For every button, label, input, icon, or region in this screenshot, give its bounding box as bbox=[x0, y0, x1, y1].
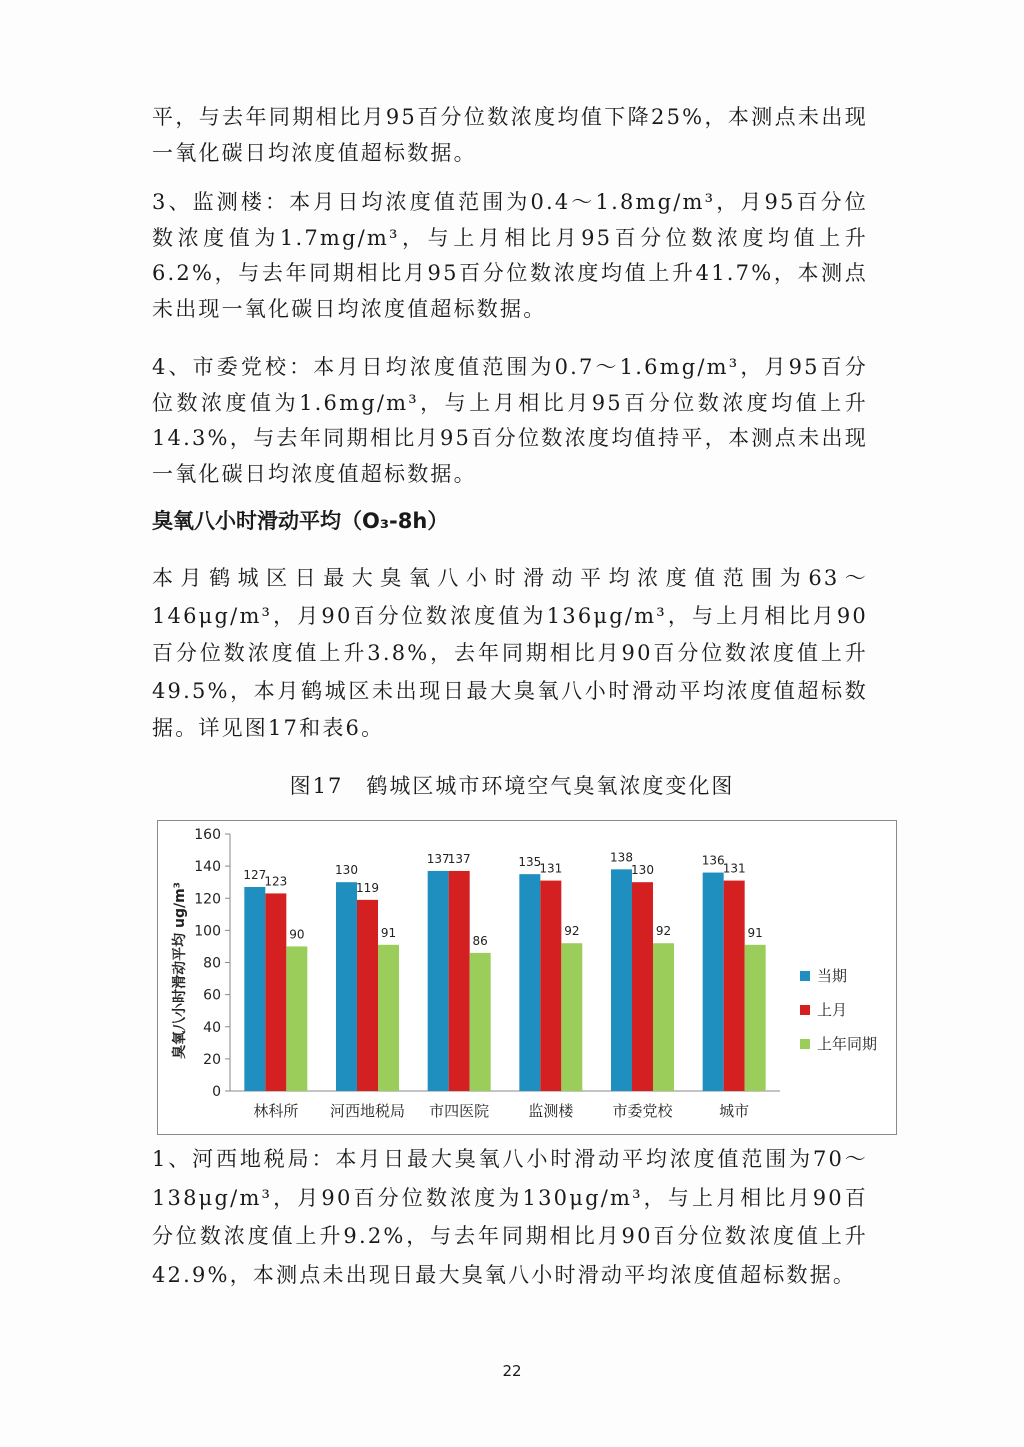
bar bbox=[378, 945, 399, 1091]
data-label: 91 bbox=[747, 925, 763, 940]
data-label: 135 bbox=[518, 855, 542, 870]
bar bbox=[745, 945, 766, 1091]
bar bbox=[428, 871, 449, 1091]
category-label: 城市 bbox=[719, 1102, 750, 1120]
data-label: 137 bbox=[447, 851, 471, 866]
y-tick-label: 80 bbox=[203, 955, 221, 972]
data-label: 127 bbox=[243, 868, 267, 883]
data-label: 123 bbox=[264, 874, 288, 889]
y-tick-label: 60 bbox=[203, 987, 221, 1004]
section-heading-ozone: 臭氧八小时滑动平均（O₃-8h） bbox=[152, 509, 449, 533]
data-label: 131 bbox=[539, 861, 563, 876]
y-tick-label: 140 bbox=[194, 859, 221, 876]
y-tick-label: 160 bbox=[194, 827, 221, 843]
data-label: 119 bbox=[356, 880, 379, 895]
bar bbox=[540, 881, 561, 1091]
paragraph-monitoring-building: 3、监测楼：本月日均浓度值范围为0.4～1.8mg/m³，月95百分位数浓度值为1.7mg/m³，与上月相比月95百分位数浓度均值上升6.2%，与去年同期相比月95百分位数浓度均值上升41.7%，本测点未出现一氧化碳日均浓度值超标数据。 bbox=[152, 190, 868, 321]
data-label: 131 bbox=[722, 861, 746, 876]
paragraph-ozone-summary: 本月鹤城区日最大臭氧八小时滑动平均浓度值范围为63～146μg/m³，月90百分位数浓度值为136μg/m³，与上月相比月90百分位数浓度值上升3.8%，去年同期相比月90百分位数浓度值上升49.5%，本月鹤城区未出现日最大臭氧八小时滑动平均浓度值超标数据。详见图17和表6。 bbox=[152, 566, 868, 740]
data-label: 138 bbox=[610, 850, 633, 865]
data-label: 86 bbox=[472, 933, 488, 948]
y-axis-title: 臭氧八小时滑动平均 ug/m³ bbox=[172, 882, 188, 1059]
legend-swatch bbox=[800, 971, 810, 981]
bar bbox=[470, 953, 491, 1091]
category-label: 监测楼 bbox=[528, 1102, 574, 1120]
bar bbox=[561, 943, 582, 1091]
category-label: 林科所 bbox=[253, 1102, 299, 1120]
category-label: 河西地税局 bbox=[329, 1102, 406, 1120]
y-tick-label: 120 bbox=[194, 891, 221, 908]
bar bbox=[357, 900, 378, 1091]
bar bbox=[611, 869, 632, 1091]
bar bbox=[724, 881, 745, 1091]
data-label: 92 bbox=[655, 924, 672, 939]
data-label: 91 bbox=[380, 925, 397, 940]
data-label: 90 bbox=[289, 927, 305, 942]
page-number: 22 bbox=[502, 1362, 522, 1380]
legend-label: 当期 bbox=[817, 967, 848, 985]
bar bbox=[244, 887, 265, 1091]
data-label: 130 bbox=[335, 863, 358, 878]
y-tick-label: 0 bbox=[212, 1084, 221, 1100]
bar bbox=[653, 943, 674, 1091]
bar bbox=[449, 871, 470, 1091]
paragraph-co-continued: 平，与去年同期相比月95百分位数浓度均值下降25%，本测点未出现一氧化碳日均浓度值超标数据。 bbox=[152, 105, 868, 165]
legend-swatch bbox=[800, 1039, 810, 1049]
bar bbox=[265, 893, 286, 1091]
legend-swatch bbox=[800, 1005, 810, 1015]
y-tick-label: 40 bbox=[203, 1019, 221, 1036]
y-tick-label: 100 bbox=[194, 923, 221, 940]
bar bbox=[703, 873, 724, 1091]
data-label: 137 bbox=[426, 851, 450, 866]
bar bbox=[519, 874, 540, 1091]
bar bbox=[286, 946, 307, 1091]
data-label: 136 bbox=[701, 853, 725, 868]
legend-label: 上年同期 bbox=[817, 1035, 878, 1053]
legend-label: 上月 bbox=[817, 1001, 848, 1019]
paragraph-party-school: 4、市委党校：本月日均浓度值范围为0.7～1.6mg/m³，月95百分位数浓度值为1.6mg/m³，与上月相比月95百分位数浓度均值上升14.3%，与去年同期相比月95百分位数浓度均值持平，本测点未出现一氧化碳日均浓度值超标数据。 bbox=[152, 355, 868, 486]
figure-caption: 图17 鹤城区城市环境空气臭氧浓度变化图 bbox=[289, 774, 735, 798]
data-label: 130 bbox=[631, 863, 654, 878]
y-tick-label: 20 bbox=[203, 1051, 221, 1068]
chart-svg bbox=[158, 821, 896, 1134]
category-label: 市委党校 bbox=[612, 1102, 673, 1120]
bar bbox=[632, 882, 653, 1091]
paragraph-hexi-tax-bureau: 1、河西地税局：本月日最大臭氧八小时滑动平均浓度值范围为70～138μg/m³，月90百分位数浓度为130μg/m³，与上月相比月90百分位数浓度值上升9.2%，与去年同期相比月90百分位数浓度值上升42.9%，本测点未出现日最大臭氧八小时滑动平均浓度值超标数据。 bbox=[152, 1147, 868, 1287]
category-label: 市四医院 bbox=[429, 1102, 490, 1120]
data-label: 92 bbox=[564, 924, 580, 939]
ozone-bar-chart bbox=[157, 820, 897, 1135]
bar bbox=[336, 882, 357, 1091]
